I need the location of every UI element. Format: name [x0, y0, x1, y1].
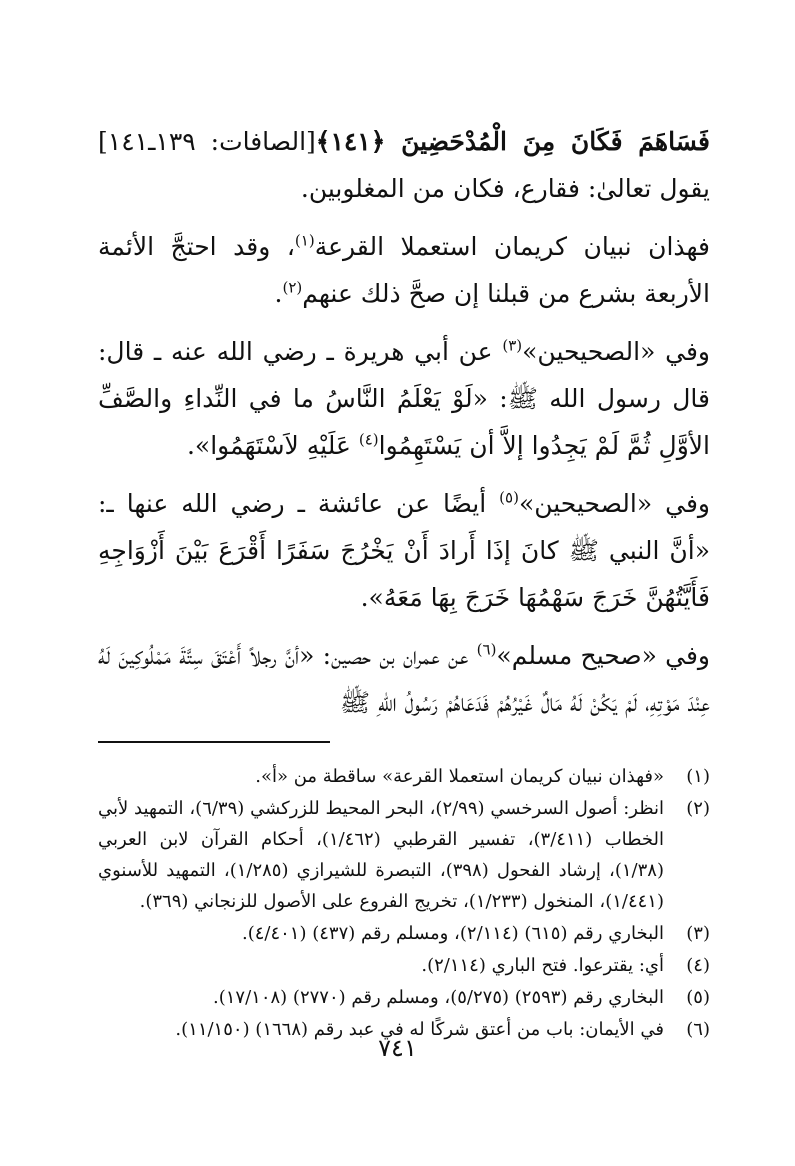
footnotes-section [98, 761, 710, 1045]
footnote-text: البخاري رقم (٢٥٩٣) (٥/٢٧٥)، ومسلم رقم (٢٧٧٠) (١٧/١٠٨). [213, 987, 664, 1008]
footnote-ref-4[interactable]: (٤) [358, 430, 379, 449]
footnote-ref-6[interactable]: (٦) [476, 640, 497, 659]
footnote-text: «فهذان نبيان كريمان استعملا القرعة» ساقطة من «أ». [255, 766, 664, 787]
footnote-item [98, 950, 710, 981]
verse-reference: [الصافات: ١٣٩ـ١٤١] يقول تعالىٰ: فقارع، فكان من المغلوبين. [98, 127, 710, 203]
footnote-item [98, 793, 710, 917]
footnote-item [98, 918, 710, 949]
paragraph-4: وفي «الصحيحين»$^{(٥)}$ أيضًا عن عائشة ـ رضي الله عنها ـ: «أنَّ النبي ﷺ كانَ إذَا أَرادَ أَنْ يَخْرُجَ سَفَرًا أَقْرَعَ بَيْنَ أَزْوَاجِهِ فَأَيَّتُهُنَّ خَرَجَ سَهْمُهَا خَرَجَ بِهَا مَعَهُ». [98, 488, 710, 612]
footnote-number: (٥) [686, 987, 710, 1008]
page-number: ٧٤١ [378, 1034, 417, 1062]
quran-verse: فَسَاهَمَ فَكَانَ مِنَ الْمُدْحَضِينَ ﴿١٤١﴾ [315, 127, 710, 156]
footnote-number: (٢) [686, 798, 710, 819]
footnote-number: (٣) [686, 923, 710, 944]
footnote-ref-2[interactable]: (٢) [282, 278, 303, 297]
paragraph-2: فهذان نبيان كريمان استعملا القرعة$^{(١)}$، وقد احتجَّ الأئمة الأربعة بشرع من قبلنا إن صحَّ ذلك عنهم$^{(٢)}$. [98, 231, 710, 308]
footnote-item [98, 982, 710, 1013]
paragraph-5: وفي «صحيح مسلم»$^{(٦)}$ عن عمران بن حصين: «أنَّ رجلاً أَعْتَقَ سِتَّةَ مَمْلُوكِينَ لَهُ عِنْدَ مَوْتِهِ، لَمْ يَكُنْ لَهُ مَالٌ غَيْرُهُمْ فَدَعَاهُمْ رَسُولُ اللهِ ﷺ [98, 640, 710, 717]
footnote-ref-5[interactable]: (٥) [499, 488, 519, 507]
footnote-text: البخاري رقم (٦١٥) (٢/١١٤)، ومسلم رقم (٤٣٧) (٤/٤٠١). [241, 923, 664, 944]
footnote-number: (٤) [686, 955, 710, 976]
footnote-text: في الأيمان: باب من أعتق شركًا له في عبد رقم (١٦٦٨) (١١/١٥٠). [175, 1019, 664, 1040]
footnote-ref-1[interactable]: (١) [294, 231, 315, 250]
footnote-text: انظر: أصول السرخسي (٢/٩٩)، البحر المحيط للزركشي (٦/٣٩)، التمهيد لأبي الخطاب (٣/٤١١)، تفسير القرطبي (١/٤٦٢)، أحكام القرآن لابن العربي (١/٣٨)، إرشاد الفحول (٣٩٨)، التبصرة للشيرازي (١/٢٨٥)، التمهيد للأسنوي (١/٤٤١)، المنخول (١/٢٣٣)، تخريج الفروع على الأصول للزنجاني (٣٦٩). [98, 798, 665, 912]
footnote-text: أي: يقترعوا. فتح الباري (٢/١١٤). [421, 955, 664, 976]
footnote-number: (١) [686, 766, 710, 787]
paragraph-3: وفي «الصحيحين»$^{(٣)}$ عن أبي هريرة ـ رضي الله عنه ـ قال: قال رسول الله ﷺ: «لَوْ يَعْلَمُ النَّاسُ ما في النِّداءِ والصَّفِّ الأوَّلِ ثُمَّ لَمْ يَجِدُوا إلاَّ أن يَسْتَهِمُوا$^{(٤)}$ عَلَيْهِ لاَسْتَهَمُوا». [98, 336, 710, 460]
paragraph-1 [98, 118, 710, 212]
footnote-number: (٦) [686, 1019, 710, 1040]
page-content [98, 118, 710, 1046]
footnote-divider [98, 741, 330, 743]
footnote-item [98, 761, 710, 792]
footnote-ref-3[interactable]: (٣) [502, 336, 523, 355]
